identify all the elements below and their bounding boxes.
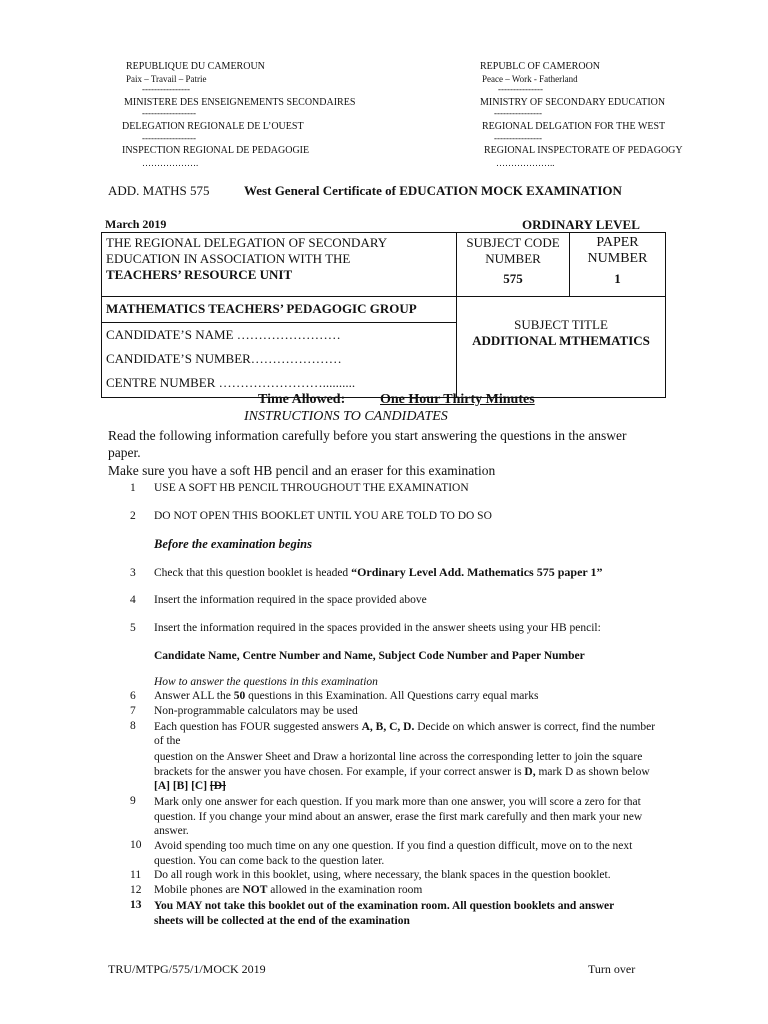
subject-code-label: SUBJECT CODE NUMBER	[466, 235, 560, 266]
item-4: 4 Insert the information required in the space provided above	[130, 594, 427, 606]
how-heading: How to answer the questions in this examination	[154, 676, 378, 688]
candidate-info-table	[101, 232, 666, 398]
item-number: 1	[130, 482, 136, 494]
header-left-6: DELEGATION REGIONALE DE L’OUEST	[122, 121, 304, 132]
item-6-text-a: Answer ALL the	[154, 690, 231, 702]
subject-title-label: SUBJECT TITLE	[514, 317, 608, 332]
time-label: Time Allowed:	[258, 392, 346, 407]
item-10-text: Avoid spending too much time on any one question. If you find a question difficult, move on to the next question. You can come back to the question later.	[154, 840, 633, 867]
item-8-text-d: question on the Answer Sheet and Draw a horizontal line across the corresponding letter to join the square brackets for the answer you have chosen. For example, if your correct answer is	[154, 751, 643, 778]
instruction-item	[130, 509, 650, 523]
exam-level: ORDINARY LEVEL	[522, 217, 640, 232]
item-12-text-c: allowed in the examination room	[270, 884, 423, 896]
item-13-text: You MAY not take this booklet out of the examination room. All question booklets and answer sheets will be collected at the end of the examination	[154, 900, 615, 927]
option-a: [A]	[154, 780, 170, 792]
item-5: 5 Insert the information required in the spaces provided in the answer sheets using your HB pencil:	[130, 622, 601, 634]
item-9-number: 9	[130, 795, 136, 807]
candidate-fields-cell	[102, 323, 457, 398]
item-text: USE A SOFT HB PENCIL THROUGHOUT THE EXAMINATION	[154, 482, 469, 494]
item-8-text-f: mark D as shown below	[538, 765, 650, 778]
paper-number-value: 1	[614, 271, 621, 286]
paper-number-cell	[570, 233, 666, 297]
item-8-text-a: Each question has FOUR suggested answers	[154, 721, 359, 733]
exam-code: ADD. MATHS 575	[108, 183, 210, 198]
item-7: 7 Non-programmable calculators may be used	[130, 705, 358, 717]
time-value: One Hour Thirty Minutes	[380, 392, 535, 407]
before-heading: Before the examination begins	[154, 537, 312, 551]
delegation-cell	[102, 233, 457, 297]
header-left-2: Paix – Travail – Patrie	[126, 74, 207, 84]
item-13-number: 13	[130, 899, 142, 911]
item-12-not: NOT	[242, 884, 268, 896]
item-12: 12 Mobile phones are NOT allowed in the examination room	[130, 884, 423, 896]
header-right-8: REGIONAL INSPECTORATE OF PEDAGOGY	[484, 145, 683, 156]
resource-unit: TEACHERS’ RESOURCE UNIT	[106, 267, 293, 282]
item-7-text: Non-programmable calculators may be used	[154, 705, 358, 717]
option-b: [B]	[172, 780, 189, 792]
exam-date: March 2019	[105, 217, 167, 231]
group-cell: MATHEMATICS TEACHERS’ PEDAGOGIC GROUP	[102, 297, 457, 323]
item-10-number: 10	[130, 839, 142, 851]
item-8	[154, 720, 659, 748]
header-right-2: Peace – Work - Fatherland	[482, 74, 578, 84]
item-8-text-c: Decide on which answer is correct, find the number of the	[154, 721, 656, 747]
item-4-text: Insert the information required in the space provided above	[154, 594, 427, 606]
header-left-1: REPUBLIQUE DU CAMEROUN	[126, 61, 265, 72]
option-c: [C]	[191, 780, 208, 792]
subject-code-value: 575	[503, 271, 523, 286]
header-left-5: ------------------	[142, 108, 196, 118]
header-right-6: REGIONAL DELGATION FOR THE WEST	[482, 121, 666, 132]
item-text: DO NOT OPEN THIS BOOKLET UNTIL YOU ARE TOLD TO DO SO	[154, 510, 492, 522]
candidate-name-field: CANDIDATE’S NAME ……………………	[106, 327, 341, 342]
footer-turn-over: Turn over	[588, 962, 636, 976]
paper-number-label: PAPER NUMBER	[587, 235, 648, 266]
item-9-text: Mark only one answer for each question. If you mark more than one answer, you will score a zero for that question. If you change your mind about an answer, erase the first mark carefully and then mark your new answer.	[154, 796, 643, 837]
item-8-number: 8	[130, 720, 136, 732]
item-5-bold: Candidate Name, Centre Number and Name, Subject Code Number and Paper Number	[154, 650, 585, 662]
item-8-answer: D,	[524, 765, 536, 778]
header-right-5: ----------------	[494, 108, 542, 118]
header-left-7: ------------------	[142, 133, 196, 143]
header-right-9: ………………..	[496, 158, 555, 168]
header-left-9: ……………….	[142, 158, 199, 168]
subject-code-cell	[457, 233, 570, 297]
item-11: 11 Do all rough work in this booklet, using, where necessary, the blank spaces in the question booklet.	[130, 869, 611, 881]
header-left-3: ----------------	[142, 84, 190, 94]
header-right-4: MINISTRY OF SECONDARY EDUCATION	[480, 97, 666, 108]
item-12-text-a: Mobile phones are	[154, 884, 240, 896]
exam-title: West General Certificate of EDUCATION MOCK EXAMINATION	[244, 183, 622, 198]
header-right-3: ---------------	[498, 84, 543, 94]
item-6-count: 50	[233, 690, 246, 702]
intro-pencil: Make sure you have a soft HB pencil and an eraser for this examination	[108, 463, 496, 478]
intro-paragraph: Read the following information carefully before you start answering the questions in the answer paper.	[108, 428, 627, 460]
item-3-text: Check that this question booklet is headed	[154, 567, 349, 579]
item-number: 2	[130, 510, 136, 522]
header-right-1: REPUBLC OF CAMEROON	[480, 61, 601, 72]
centre-number-field: CENTRE NUMBER ……………………..........	[106, 375, 356, 390]
item-5-text: Insert the information required in the spaces provided in the answer sheets using your HB pencil:	[154, 622, 601, 634]
footer-reference: TRU/MTPG/575/1/MOCK 2019	[108, 962, 266, 976]
instruction-item	[130, 481, 650, 495]
item-8-options: A, B, C, D.	[361, 721, 415, 733]
subject-title-value: ADDITIONAL MTHEMATICS	[472, 333, 650, 348]
item-8-cont	[154, 750, 659, 794]
item-3-quote: “Ordinary Level Add. Mathematics 575 paper 1”	[351, 565, 603, 579]
item-11-text: Do all rough work in this booklet, using, where necessary, the blank spaces in the question booklet.	[154, 869, 611, 881]
candidate-number-field: CANDIDATE’S NUMBER…………………	[106, 351, 342, 366]
option-d-marked: [D]	[209, 780, 226, 792]
header-left-4: MINISTERE DES ENSEIGNEMENTS SECONDAIRES	[124, 97, 356, 108]
header-right-7: ----------------	[494, 133, 542, 143]
instructions-heading: INSTRUCTIONS TO CANDIDATES	[244, 409, 448, 424]
delegation-text: THE REGIONAL DELEGATION OF SECONDARY EDUCATION IN ASSOCIATION WITH THE	[106, 235, 387, 266]
item-6: 6 Answer ALL the 50 questions in this Examination. All Questions carry equal marks	[130, 690, 539, 702]
subject-title-cell	[457, 297, 666, 398]
item-6-text-c: questions in this Examination. All Questions carry equal marks	[248, 690, 539, 702]
item-3: 3 Check that this question booklet is headed “Ordinary Level Add. Mathematics 575 paper 1”	[130, 565, 603, 579]
header-left-8: INSPECTION REGIONAL DE PEDAGOGIE	[122, 145, 310, 156]
